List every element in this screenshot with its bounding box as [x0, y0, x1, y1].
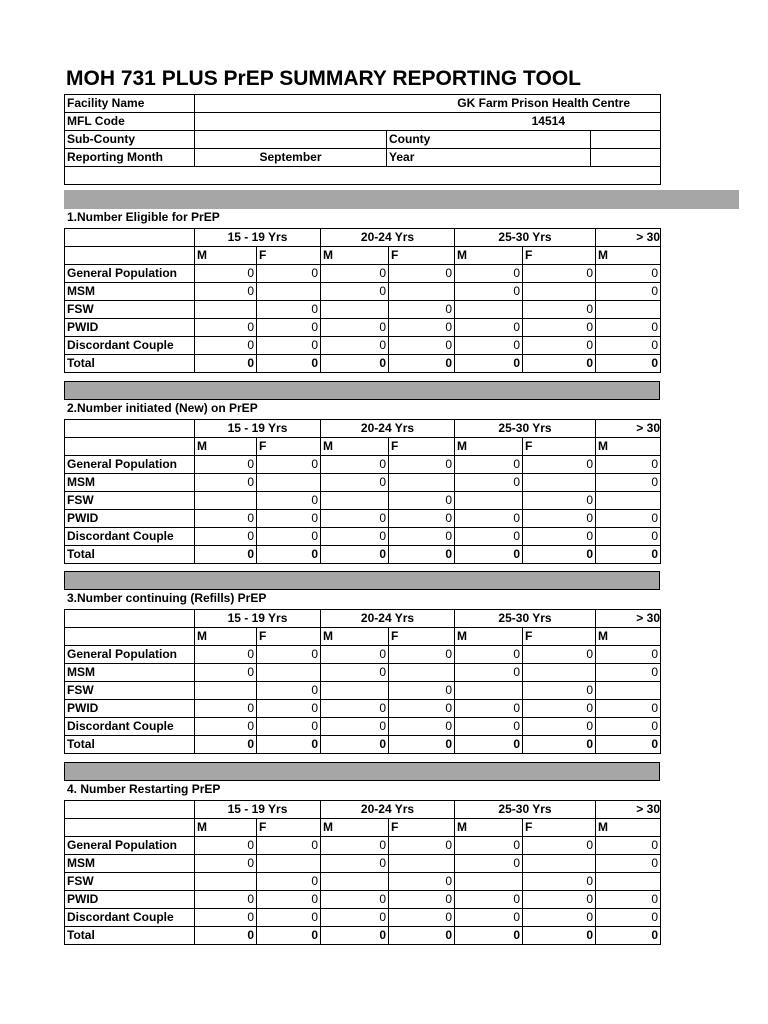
value-cell: 0 [523, 718, 596, 736]
value-cell: 0 [389, 456, 455, 474]
value-cell: 0 [257, 927, 321, 945]
value-cell: 0 [389, 700, 455, 718]
row-label: PWID [65, 700, 195, 718]
value-cell: 0 [523, 700, 596, 718]
sex-header: M [455, 628, 523, 646]
sex-header: F [389, 247, 455, 265]
value-cell [523, 855, 596, 873]
sex-header: F [257, 247, 321, 265]
value-cell: 0 [257, 873, 321, 891]
value-cell [195, 492, 257, 510]
header-blank-cell [65, 247, 195, 265]
age-group-header: 15 - 19 Yrs [195, 229, 321, 247]
value-cell: 0 [257, 646, 321, 664]
sex-header: M [455, 247, 523, 265]
table-row [65, 855, 661, 873]
value-cell: 0 [523, 510, 596, 528]
table-row [65, 492, 661, 510]
facility-name-label: Facility Name [65, 95, 195, 113]
value-cell [455, 301, 523, 319]
value-cell: 0 [195, 927, 257, 945]
header-blank-cell [65, 801, 195, 819]
value-cell: 0 [195, 646, 257, 664]
section-title: 3.Number continuing (Refills) PrEP [67, 591, 267, 605]
value-cell [389, 664, 455, 682]
sex-header: F [389, 438, 455, 456]
value-cell: 0 [321, 837, 389, 855]
row-label: MSM [65, 664, 195, 682]
sex-header: F [257, 819, 321, 837]
section-separator-band [64, 762, 660, 781]
age-group-header: 15 - 19 Yrs [195, 420, 321, 438]
value-cell [455, 682, 523, 700]
value-cell: 0 [195, 510, 257, 528]
value-cell: 0 [321, 474, 389, 492]
mfl-code-label: MFL Code [65, 113, 195, 131]
age-group-header: > 30 [596, 801, 661, 819]
value-cell: 0 [596, 456, 661, 474]
sex-header: F [523, 628, 596, 646]
value-cell: 0 [257, 492, 321, 510]
row-label: PWID [65, 319, 195, 337]
value-cell: 0 [195, 718, 257, 736]
value-cell: 0 [596, 837, 661, 855]
value-cell: 0 [523, 528, 596, 546]
value-cell: 0 [596, 337, 661, 355]
value-cell: 0 [455, 510, 523, 528]
row-label: Total [65, 355, 195, 373]
sex-header: F [257, 438, 321, 456]
value-cell: 0 [389, 873, 455, 891]
table-row [65, 873, 661, 891]
value-cell [257, 474, 321, 492]
value-cell: 0 [389, 646, 455, 664]
value-cell: 0 [455, 664, 523, 682]
value-cell: 0 [389, 337, 455, 355]
value-cell: 0 [195, 456, 257, 474]
row-label: General Population [65, 456, 195, 474]
value-cell [257, 855, 321, 873]
header-blank-cell [65, 229, 195, 247]
value-cell: 0 [321, 909, 389, 927]
row-label: FSW [65, 301, 195, 319]
table-row [65, 909, 661, 927]
value-cell [523, 474, 596, 492]
value-cell: 0 [523, 891, 596, 909]
value-cell: 0 [195, 855, 257, 873]
value-cell [195, 873, 257, 891]
table-row [65, 265, 661, 283]
value-cell: 0 [257, 510, 321, 528]
value-cell: 0 [389, 927, 455, 945]
value-cell: 0 [596, 265, 661, 283]
value-cell: 0 [389, 510, 455, 528]
value-cell: 0 [455, 700, 523, 718]
value-cell: 0 [596, 646, 661, 664]
value-cell [195, 682, 257, 700]
value-cell: 0 [596, 528, 661, 546]
row-label: MSM [65, 474, 195, 492]
value-cell: 0 [257, 265, 321, 283]
table-row [65, 837, 661, 855]
value-cell: 0 [321, 927, 389, 945]
age-group-header: 25-30 Yrs [455, 229, 596, 247]
value-cell: 0 [195, 337, 257, 355]
age-group-header: 25-30 Yrs [455, 801, 596, 819]
table-row [65, 718, 661, 736]
value-cell: 0 [596, 927, 661, 945]
row-label: MSM [65, 283, 195, 301]
row-label: Discordant Couple [65, 909, 195, 927]
value-cell: 0 [523, 337, 596, 355]
row-label: Discordant Couple [65, 528, 195, 546]
value-cell: 0 [596, 664, 661, 682]
row-label: Discordant Couple [65, 718, 195, 736]
value-cell [596, 682, 661, 700]
value-cell [257, 664, 321, 682]
sex-header: M [195, 628, 257, 646]
sub-county-value [195, 131, 387, 149]
value-cell [523, 664, 596, 682]
value-cell: 0 [455, 265, 523, 283]
value-cell: 0 [455, 646, 523, 664]
sex-header: F [257, 628, 321, 646]
value-cell: 0 [257, 337, 321, 355]
header-blank-cell [65, 420, 195, 438]
facility-info-table [64, 94, 661, 185]
value-cell [389, 474, 455, 492]
value-cell: 0 [455, 891, 523, 909]
value-cell: 0 [596, 736, 661, 754]
sex-header: M [321, 628, 389, 646]
value-cell: 0 [523, 355, 596, 373]
value-cell: 0 [195, 528, 257, 546]
value-cell: 0 [195, 736, 257, 754]
value-cell: 0 [523, 319, 596, 337]
age-group-header: 20-24 Yrs [321, 801, 455, 819]
table-row [65, 664, 661, 682]
table-row [65, 510, 661, 528]
value-cell: 0 [389, 682, 455, 700]
value-cell: 0 [596, 474, 661, 492]
table-row [65, 736, 661, 754]
value-cell [321, 301, 389, 319]
sex-header: F [523, 247, 596, 265]
value-cell: 0 [195, 355, 257, 373]
value-cell: 0 [523, 301, 596, 319]
value-cell: 0 [321, 528, 389, 546]
blank-row [65, 167, 661, 185]
value-cell: 0 [523, 265, 596, 283]
value-cell: 0 [523, 646, 596, 664]
value-cell: 0 [596, 319, 661, 337]
sex-header: F [389, 628, 455, 646]
sub-county-label: Sub-County [65, 131, 195, 149]
value-cell: 0 [455, 718, 523, 736]
sex-header: M [321, 819, 389, 837]
value-cell [321, 682, 389, 700]
value-cell: 0 [455, 736, 523, 754]
table-row [65, 355, 661, 373]
value-cell: 0 [321, 265, 389, 283]
value-cell: 0 [389, 492, 455, 510]
value-cell: 0 [195, 664, 257, 682]
value-cell: 0 [389, 837, 455, 855]
value-cell: 0 [389, 736, 455, 754]
value-cell: 0 [389, 301, 455, 319]
value-cell: 0 [321, 718, 389, 736]
value-cell: 0 [321, 736, 389, 754]
row-label: General Population [65, 837, 195, 855]
value-cell: 0 [257, 301, 321, 319]
age-group-header: 20-24 Yrs [321, 229, 455, 247]
reporting-month-label: Reporting Month [65, 149, 195, 167]
row-label: FSW [65, 873, 195, 891]
row-label: MSM [65, 855, 195, 873]
value-cell: 0 [455, 474, 523, 492]
value-cell: 0 [321, 319, 389, 337]
value-cell [321, 492, 389, 510]
sex-header: M [321, 438, 389, 456]
reporting-month-value: September [195, 149, 387, 167]
value-cell: 0 [523, 736, 596, 754]
value-cell: 0 [321, 283, 389, 301]
value-cell: 0 [455, 456, 523, 474]
value-cell [389, 855, 455, 873]
row-label: Total [65, 736, 195, 754]
sex-header: M [455, 438, 523, 456]
value-cell: 0 [455, 837, 523, 855]
value-cell: 0 [596, 891, 661, 909]
value-cell: 0 [455, 283, 523, 301]
value-cell: 0 [596, 700, 661, 718]
section-separator-band [64, 571, 660, 590]
section-table [64, 419, 661, 564]
sex-header: M [455, 819, 523, 837]
section-title: 1.Number Eligible for PrEP [67, 210, 220, 224]
table-row [65, 301, 661, 319]
section-separator-band [64, 381, 660, 400]
value-cell: 0 [455, 355, 523, 373]
value-cell: 0 [321, 337, 389, 355]
value-cell: 0 [596, 510, 661, 528]
table-row [65, 283, 661, 301]
sex-header: M [321, 247, 389, 265]
value-cell: 0 [596, 355, 661, 373]
value-cell: 0 [257, 736, 321, 754]
mfl-code-value: 14514 [195, 113, 661, 131]
value-cell: 0 [321, 891, 389, 909]
value-cell: 0 [523, 909, 596, 927]
value-cell: 0 [257, 528, 321, 546]
age-group-header: 25-30 Yrs [455, 420, 596, 438]
sex-header: M [195, 819, 257, 837]
age-group-header: > 30 [596, 420, 661, 438]
value-cell: 0 [523, 456, 596, 474]
year-value [591, 149, 661, 167]
value-cell: 0 [596, 718, 661, 736]
sex-header: F [523, 438, 596, 456]
row-label: Discordant Couple [65, 337, 195, 355]
section-title: 4. Number Restarting PrEP [67, 782, 221, 796]
value-cell: 0 [195, 319, 257, 337]
value-cell: 0 [257, 682, 321, 700]
separator-band [64, 190, 739, 209]
age-group-header: > 30 [596, 610, 661, 628]
value-cell: 0 [455, 319, 523, 337]
value-cell [523, 283, 596, 301]
value-cell: 0 [321, 355, 389, 373]
value-cell [389, 283, 455, 301]
value-cell: 0 [321, 664, 389, 682]
header-blank-cell [65, 819, 195, 837]
table-row [65, 474, 661, 492]
table-row [65, 682, 661, 700]
sex-header: F [523, 819, 596, 837]
value-cell: 0 [455, 927, 523, 945]
sex-header: M [195, 438, 257, 456]
section-table [64, 609, 661, 754]
sex-header: M [596, 247, 661, 265]
value-cell: 0 [389, 528, 455, 546]
table-row [65, 528, 661, 546]
value-cell: 0 [389, 319, 455, 337]
value-cell: 0 [596, 855, 661, 873]
value-cell: 0 [257, 319, 321, 337]
value-cell: 0 [389, 265, 455, 283]
table-row [65, 319, 661, 337]
row-label: General Population [65, 265, 195, 283]
age-group-header: 15 - 19 Yrs [195, 801, 321, 819]
table-row [65, 546, 661, 564]
value-cell: 0 [596, 283, 661, 301]
value-cell: 0 [321, 510, 389, 528]
section-table [64, 228, 661, 373]
value-cell: 0 [195, 283, 257, 301]
value-cell: 0 [195, 546, 257, 564]
row-label: Total [65, 546, 195, 564]
value-cell: 0 [321, 646, 389, 664]
section-title: 2.Number initiated (New) on PrEP [67, 401, 258, 415]
value-cell: 0 [195, 700, 257, 718]
county-label: County [387, 131, 591, 149]
value-cell: 0 [257, 456, 321, 474]
value-cell: 0 [523, 837, 596, 855]
value-cell: 0 [455, 855, 523, 873]
value-cell [455, 492, 523, 510]
value-cell: 0 [596, 909, 661, 927]
value-cell: 0 [195, 837, 257, 855]
value-cell: 0 [257, 718, 321, 736]
row-label: PWID [65, 891, 195, 909]
county-value [591, 131, 661, 149]
age-group-header: 25-30 Yrs [455, 610, 596, 628]
row-label: Total [65, 927, 195, 945]
value-cell: 0 [257, 700, 321, 718]
age-group-header: 20-24 Yrs [321, 420, 455, 438]
row-label: PWID [65, 510, 195, 528]
header-blank-cell [65, 610, 195, 628]
row-label: FSW [65, 492, 195, 510]
value-cell [596, 301, 661, 319]
age-group-header: 20-24 Yrs [321, 610, 455, 628]
sex-header: M [596, 438, 661, 456]
value-cell: 0 [523, 682, 596, 700]
table-row [65, 337, 661, 355]
table-row [65, 456, 661, 474]
value-cell [596, 492, 661, 510]
value-cell: 0 [455, 546, 523, 564]
value-cell: 0 [257, 837, 321, 855]
header-blank-cell [65, 438, 195, 456]
sex-header: F [389, 819, 455, 837]
sex-header: M [596, 819, 661, 837]
value-cell: 0 [523, 546, 596, 564]
value-cell: 0 [523, 492, 596, 510]
row-label: General Population [65, 646, 195, 664]
value-cell: 0 [195, 909, 257, 927]
sex-header: M [596, 628, 661, 646]
value-cell: 0 [455, 337, 523, 355]
value-cell: 0 [195, 474, 257, 492]
value-cell: 0 [389, 909, 455, 927]
value-cell: 0 [389, 891, 455, 909]
value-cell: 0 [523, 873, 596, 891]
sex-header: M [195, 247, 257, 265]
value-cell: 0 [195, 891, 257, 909]
page-title: MOH 731 PLUS PrEP SUMMARY REPORTING TOOL [66, 67, 581, 90]
value-cell [321, 873, 389, 891]
value-cell: 0 [455, 528, 523, 546]
table-row [65, 891, 661, 909]
table-row [65, 700, 661, 718]
value-cell: 0 [389, 355, 455, 373]
value-cell: 0 [257, 355, 321, 373]
facility-name-value: GK Farm Prison Health Centre [195, 95, 661, 113]
age-group-header: > 30 [596, 229, 661, 247]
value-cell: 0 [257, 891, 321, 909]
value-cell [455, 873, 523, 891]
value-cell: 0 [321, 546, 389, 564]
value-cell: 0 [596, 546, 661, 564]
value-cell: 0 [389, 718, 455, 736]
value-cell [257, 283, 321, 301]
value-cell: 0 [321, 456, 389, 474]
age-group-header: 15 - 19 Yrs [195, 610, 321, 628]
value-cell: 0 [389, 546, 455, 564]
value-cell [596, 873, 661, 891]
header-blank-cell [65, 628, 195, 646]
year-label: Year [387, 149, 591, 167]
value-cell: 0 [523, 927, 596, 945]
row-label: FSW [65, 682, 195, 700]
value-cell [195, 301, 257, 319]
value-cell: 0 [257, 909, 321, 927]
table-row [65, 927, 661, 945]
table-row [65, 646, 661, 664]
value-cell: 0 [257, 546, 321, 564]
value-cell: 0 [321, 700, 389, 718]
value-cell: 0 [455, 909, 523, 927]
section-table [64, 800, 661, 945]
value-cell: 0 [195, 265, 257, 283]
value-cell: 0 [321, 855, 389, 873]
